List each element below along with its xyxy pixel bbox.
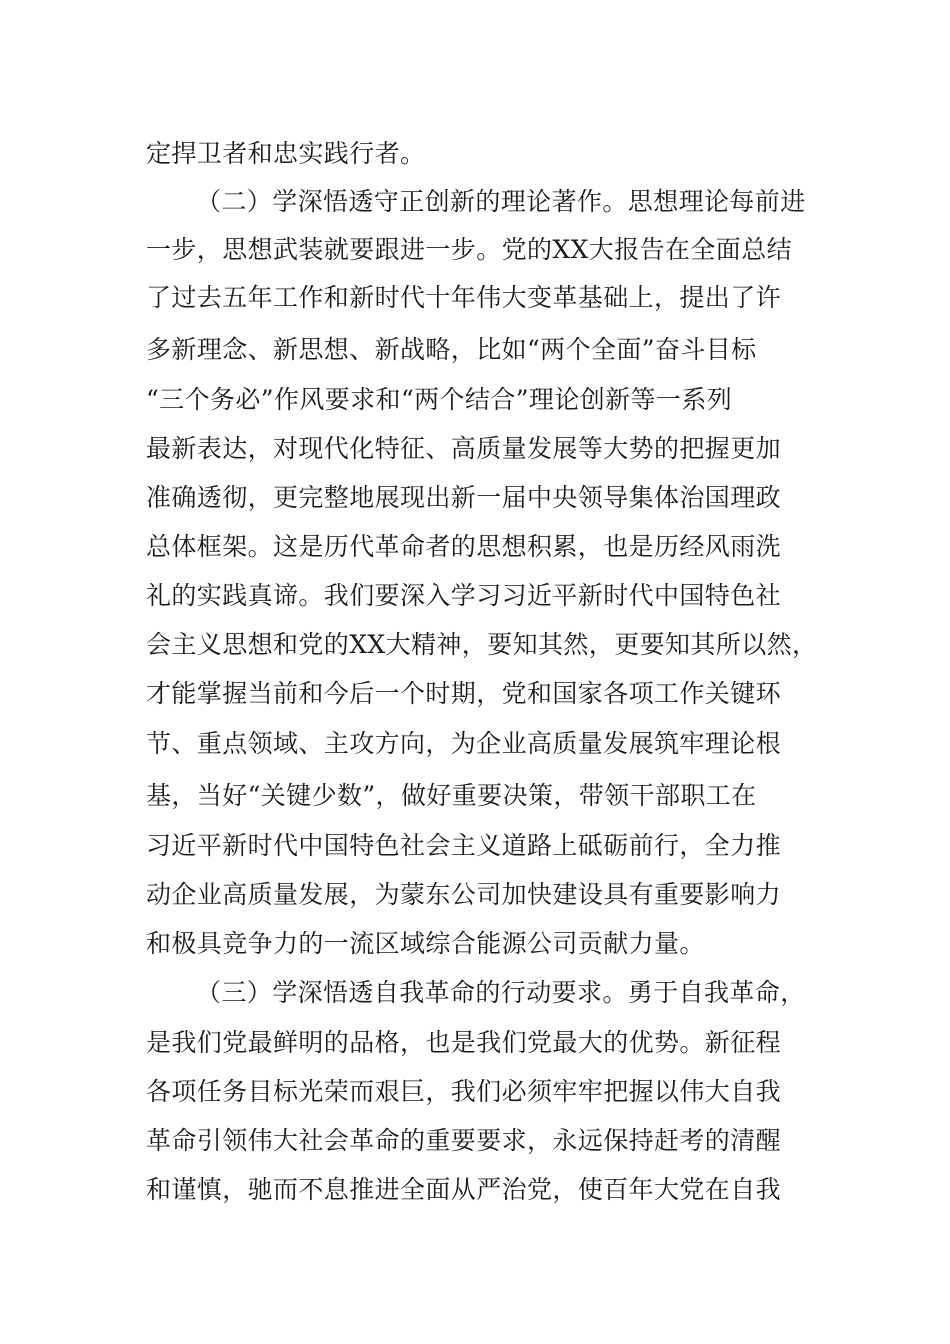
text-line-3: 一步，思想武装就要跟进一步。党的XX大报告在全面总结 [146, 235, 792, 264]
text-line-21: 革命引领伟大社会革命的重要要求，永远保持赶考的清醒 [146, 1126, 782, 1155]
text-line-5: 多新理念、新思想、新战略，比如“两个全面”奋斗目标 [146, 335, 757, 364]
section-heading-3: （三）学深悟透自我革命的行动要求。勇于自我革命， [196, 978, 806, 1007]
text-line-9: 总体框架。这是历代革命者的思想积累，也是历经风雨洗 [146, 532, 782, 561]
text-line-19: 是我们党最鲜明的品格，也是我们党最大的优势。新征程 [146, 1028, 782, 1057]
text-line-7: 最新表达，对现代化特征、高质量发展等大势的把握更加 [146, 434, 782, 463]
text-line-6: “三个务必”作风要求和“两个结合”理论创新等一系列 [146, 385, 733, 414]
section-heading-2: （二）学深悟透守正创新的理论著作。思想理论每前进 [196, 187, 806, 216]
text-line-14: 基，当好“关键少数”，做好重要决策，带领干部职工在 [146, 781, 757, 810]
text-line-20: 各项任务目标光荣而艰巨，我们必须牢牢把握以伟大自我 [146, 1077, 782, 1106]
text-line-10: 礼的实践真谛。我们要深入学习习近平新时代中国特色社 [146, 581, 782, 610]
text-line-4: 了过去五年工作和新时代十年伟大变革基础上，提出了许 [146, 283, 782, 312]
text-line-11: 会主义思想和党的XX大精神，要知其然，更要知其所以然， [146, 630, 818, 659]
text-line-22: 和谨慎，驰而不息推进全面从严治党，使百年大党在自我 [146, 1175, 782, 1204]
text-line-1: 定捍卫者和忠实践行者。 [146, 139, 426, 168]
text-line-12: 才能掌握当前和今后一个时期，党和国家各项工作关键环 [146, 679, 782, 708]
text-line-16: 动企业高质量发展，为蒙东公司加快建设具有重要影响力 [146, 880, 782, 909]
text-line-15: 习近平新时代中国特色社会主义道路上砥砺前行，全力推 [146, 831, 782, 860]
text-line-17: 和极具竞争力的一流区域综合能源公司贡献力量。 [146, 929, 705, 958]
text-line-13: 节、重点领域、主攻方向，为企业高质量发展筑牢理论根 [146, 729, 782, 758]
text-line-8: 准确透彻，更完整地展现出新一届中央领导集体治国理政 [146, 483, 782, 512]
